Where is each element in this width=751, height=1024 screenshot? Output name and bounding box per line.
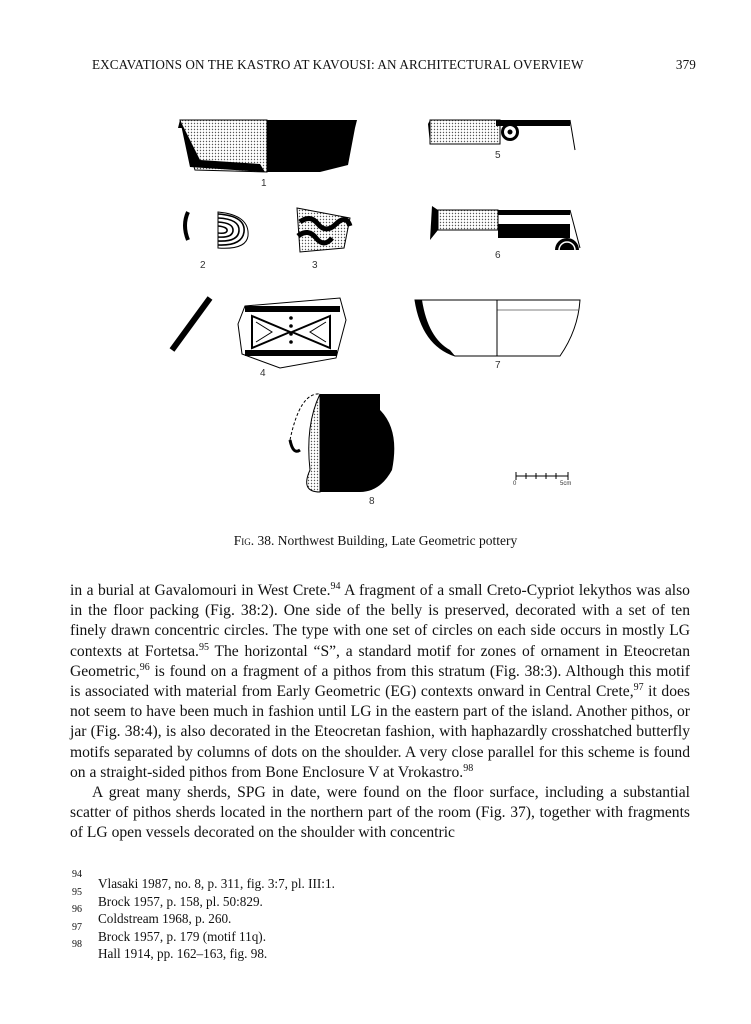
pottery-drawings bbox=[160, 110, 600, 510]
text-run: The horizontal “S”, a standard motif for zones of ornament in Eteocretan Geometric, bbox=[70, 642, 690, 680]
fig-label-4: 4 bbox=[260, 368, 266, 379]
footnote-95 bbox=[70, 886, 690, 911]
vessel-5 bbox=[428, 120, 575, 150]
running-title: EXCAVATIONS ON THE KASTRO AT KAVOUSI: AN ARCHITECTURAL OVERVIEW bbox=[92, 57, 584, 72]
vessel-7 bbox=[415, 300, 580, 356]
fig-label-3: 3 bbox=[312, 260, 318, 271]
footnote-text: Coldstream 1968, p. 260. bbox=[98, 911, 232, 926]
footnote-98 bbox=[70, 939, 690, 963]
fig-label-1: 1 bbox=[261, 178, 267, 189]
footnote-ref-97[interactable]: 97 bbox=[633, 681, 644, 693]
caption-text: Northwest Building, Late Geometric pottery bbox=[277, 533, 518, 548]
footnote-text: Hall 1914, pp. 162–163, fig. 98. bbox=[98, 946, 268, 961]
caption-prefix: Fig. 38. bbox=[233, 533, 275, 548]
vessel-4 bbox=[172, 298, 346, 368]
text-run: it does not seem to have been much in fashion until LG in the eastern part of the island. Another pithos, or jar (Fig. 38:4), is also decorated in the Eteocretan fashion, with haphazardly crosshatched butterfly motifs separated by columns of dots on the shoulder. A very close parallel for this scheme is found on a straight-sided pithos from Bone Enclosure V at Vrokastro. bbox=[70, 683, 690, 781]
footnote-ref-95[interactable]: 95 bbox=[198, 641, 209, 653]
text-run: A fragment of a small Creto-Cypriot lekythos was also in the floor packing (Fig. 38:2). One side of the belly is preserved, decorated with a set of ten finely drawn concentric circles. The type with one set of circles on each side occurs in mostly LG contexts at Fortetsa. bbox=[70, 582, 690, 660]
vessel-6 bbox=[430, 206, 580, 250]
scale-zero: 0 bbox=[513, 481, 517, 487]
footnote-number: 98 bbox=[72, 939, 82, 950]
figure-caption bbox=[0, 533, 751, 549]
scale-end: 5cm bbox=[560, 481, 572, 487]
scale-bar bbox=[516, 472, 568, 480]
vessel-1 bbox=[178, 120, 357, 172]
footnote-97 bbox=[70, 921, 690, 946]
vessel-3 bbox=[297, 208, 350, 252]
footnote-number: 95 bbox=[72, 886, 82, 898]
footnote-number: 96 bbox=[72, 904, 82, 915]
footnote-number: 97 bbox=[72, 921, 82, 933]
footnote-text: Vlasaki 1987, no. 8, p. 311, fig. 3:7, pl. III:1. bbox=[98, 876, 335, 891]
footnote-94 bbox=[70, 869, 690, 893]
fig-label-8: 8 bbox=[369, 496, 375, 507]
body-text bbox=[70, 581, 690, 844]
footnotes bbox=[70, 869, 690, 963]
footnote-ref-94[interactable]: 94 bbox=[330, 580, 341, 592]
fig-label-2: 2 bbox=[200, 260, 206, 271]
footnote-96 bbox=[70, 904, 690, 928]
footnote-ref-96[interactable]: 96 bbox=[139, 661, 150, 673]
text-run: in a burial at Gavalomouri in West Crete. bbox=[70, 582, 331, 599]
fig-label-6: 6 bbox=[495, 250, 501, 261]
running-head bbox=[92, 57, 696, 73]
text-run: is found on a fragment of a pithos from this stratum (Fig. 38:3). Although this motif is associated with material from Early Geometric (EG) contexts onward in Central Crete, bbox=[70, 662, 690, 701]
footnote-ref-98[interactable]: 98 bbox=[463, 762, 474, 774]
fig-label-7: 7 bbox=[495, 360, 501, 371]
vessel-8 bbox=[290, 394, 394, 492]
page-number: 379 bbox=[675, 57, 696, 72]
footnote-text: Brock 1957, p. 158, pl. 50:829. bbox=[98, 893, 263, 909]
pottery-figure bbox=[160, 110, 600, 510]
footnote-text: Brock 1957, p. 179 (motif 11q). bbox=[98, 928, 266, 944]
paragraph-1 bbox=[70, 581, 690, 783]
paragraph-2: A great many sherds, SPG in date, were found on the floor surface, including a substantial scatter of pithos sherds located in the northern part of the room (Fig. 37), together with fragments of LG open vessels decorated on the shoulder with concentric bbox=[70, 784, 690, 842]
footnote-number: 94 bbox=[72, 869, 82, 880]
vessel-2 bbox=[185, 212, 248, 248]
fig-label-5: 5 bbox=[495, 150, 501, 161]
